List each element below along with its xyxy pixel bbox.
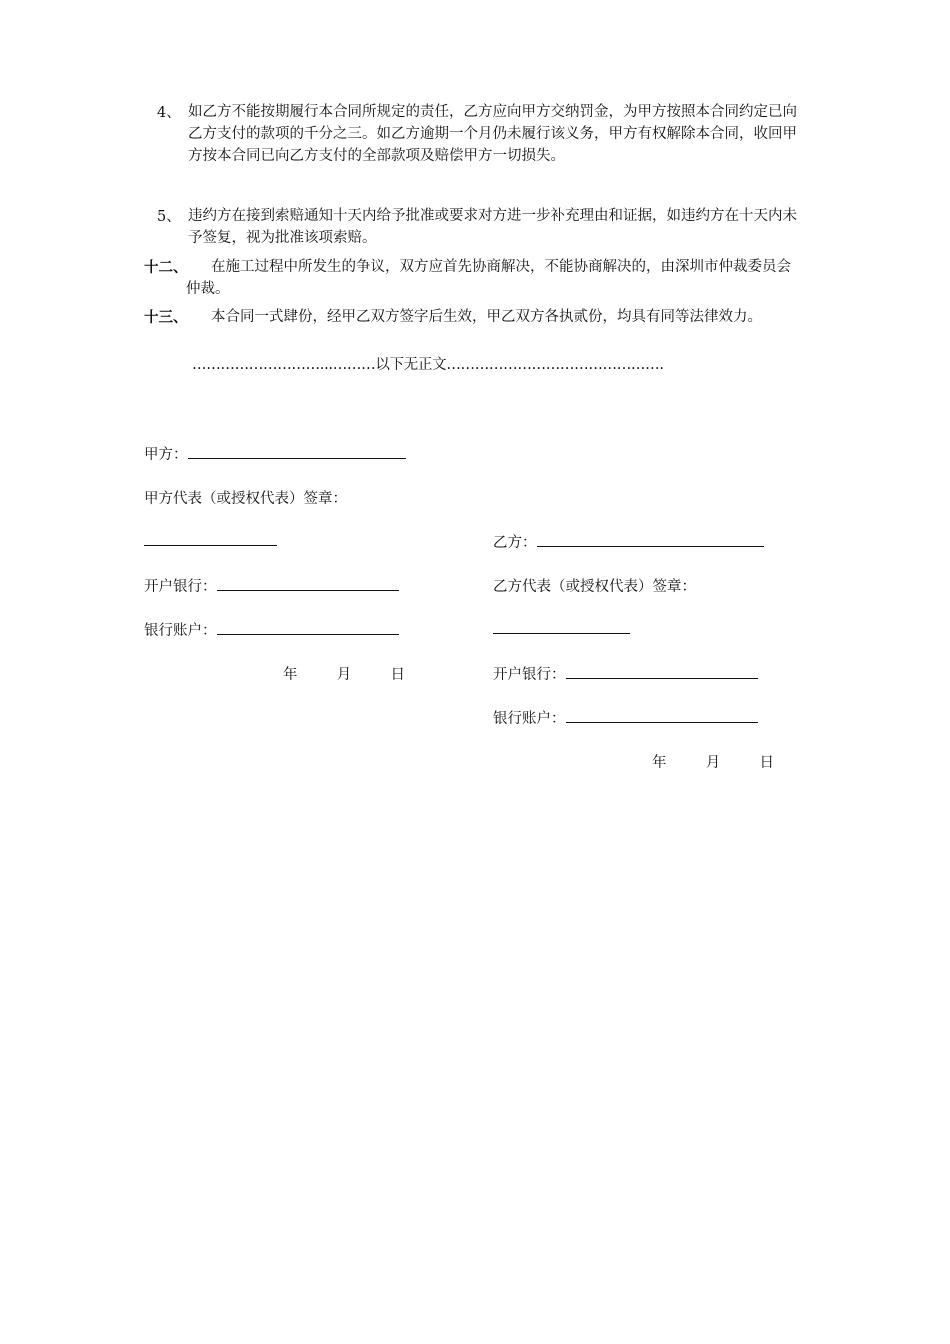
- party-b-account-field: [493, 707, 758, 728]
- party-a-date: [283, 663, 405, 684]
- party-b-rep-label: 乙方代表（或授权代表）签章：: [493, 579, 696, 595]
- party-a-date-month: 月: [336, 667, 352, 683]
- party-a-blank[interactable]: [188, 444, 406, 459]
- party-b-date-month: 月: [705, 755, 721, 771]
- party-b-blank[interactable]: [537, 532, 764, 547]
- party-b-date: [652, 751, 774, 772]
- clause-4-text: [188, 101, 808, 167]
- section-12-number: 十二、: [144, 259, 188, 276]
- party-a-bank-blank[interactable]: [217, 576, 399, 591]
- party-a-bank-label: 开户银行：: [144, 579, 217, 595]
- party-a-date-day: 日: [390, 667, 405, 683]
- party-a-account-blank[interactable]: [217, 620, 399, 635]
- section-12-text: 在施工过程中所发生的争议，双方应首先协商解决，不能协商解决的，由深圳市仲裁委员会仲裁。: [186, 259, 791, 297]
- party-a-rep-blank[interactable]: [144, 531, 277, 546]
- section-13-text: 本合同一式肆份，经甲乙双方签字后生效，甲乙双方各执贰份，均具有同等法律效力。: [211, 309, 762, 325]
- party-a-bank-field: [144, 575, 399, 596]
- clause-4-body: 如乙方不能按期履行本合同所规定的责任，乙方应向甲方交纳罚金，为甲方按照本合同约定已向乙方支付的款项的千分之三。如乙方逾期一个月仍未履行该义务，甲方有权解除本合同，收回甲方按本合同已向乙方支付的全部款项及赔偿甲方一切损失。: [188, 104, 797, 164]
- party-a-field: [144, 443, 406, 464]
- party-b-bank-blank[interactable]: [566, 664, 758, 679]
- end-of-text-note: ………………………...………以下无正文……………………………………….: [192, 357, 664, 373]
- party-b-bank-field: [493, 663, 758, 684]
- clause-5-text: 违约方在接到索赔通知十天内给予批准或要求对方进一步补充理由和证据，如违约方在十天内未予签复，视为批准该项索赔。: [188, 208, 797, 246]
- party-a-rep-label: 甲方代表（或授权代表）签章：: [144, 491, 347, 507]
- party-b-date-day: 日: [759, 755, 774, 771]
- party-b-bank-label: 开户银行：: [493, 667, 566, 683]
- party-b-rep-signature[interactable]: [493, 619, 630, 638]
- section-13-number: 十三、: [144, 309, 188, 326]
- party-a-account-field: [144, 619, 399, 640]
- party-b-label: 乙方：: [493, 535, 537, 551]
- party-b-account-blank[interactable]: [566, 708, 758, 723]
- party-a-label: 甲方：: [144, 447, 188, 463]
- party-a-rep-signature[interactable]: [144, 531, 277, 550]
- party-b-date-year: 年: [652, 755, 667, 771]
- party-b-field: [493, 531, 764, 552]
- party-a-account-label: 银行账户：: [144, 623, 217, 639]
- party-a-date-year: 年: [283, 667, 298, 683]
- party-b-account-label: 银行账户：: [493, 711, 566, 727]
- clause-4-number: 4、: [157, 105, 181, 121]
- party-b-rep-blank[interactable]: [493, 619, 630, 634]
- clause-5-number: 5、: [157, 209, 181, 225]
